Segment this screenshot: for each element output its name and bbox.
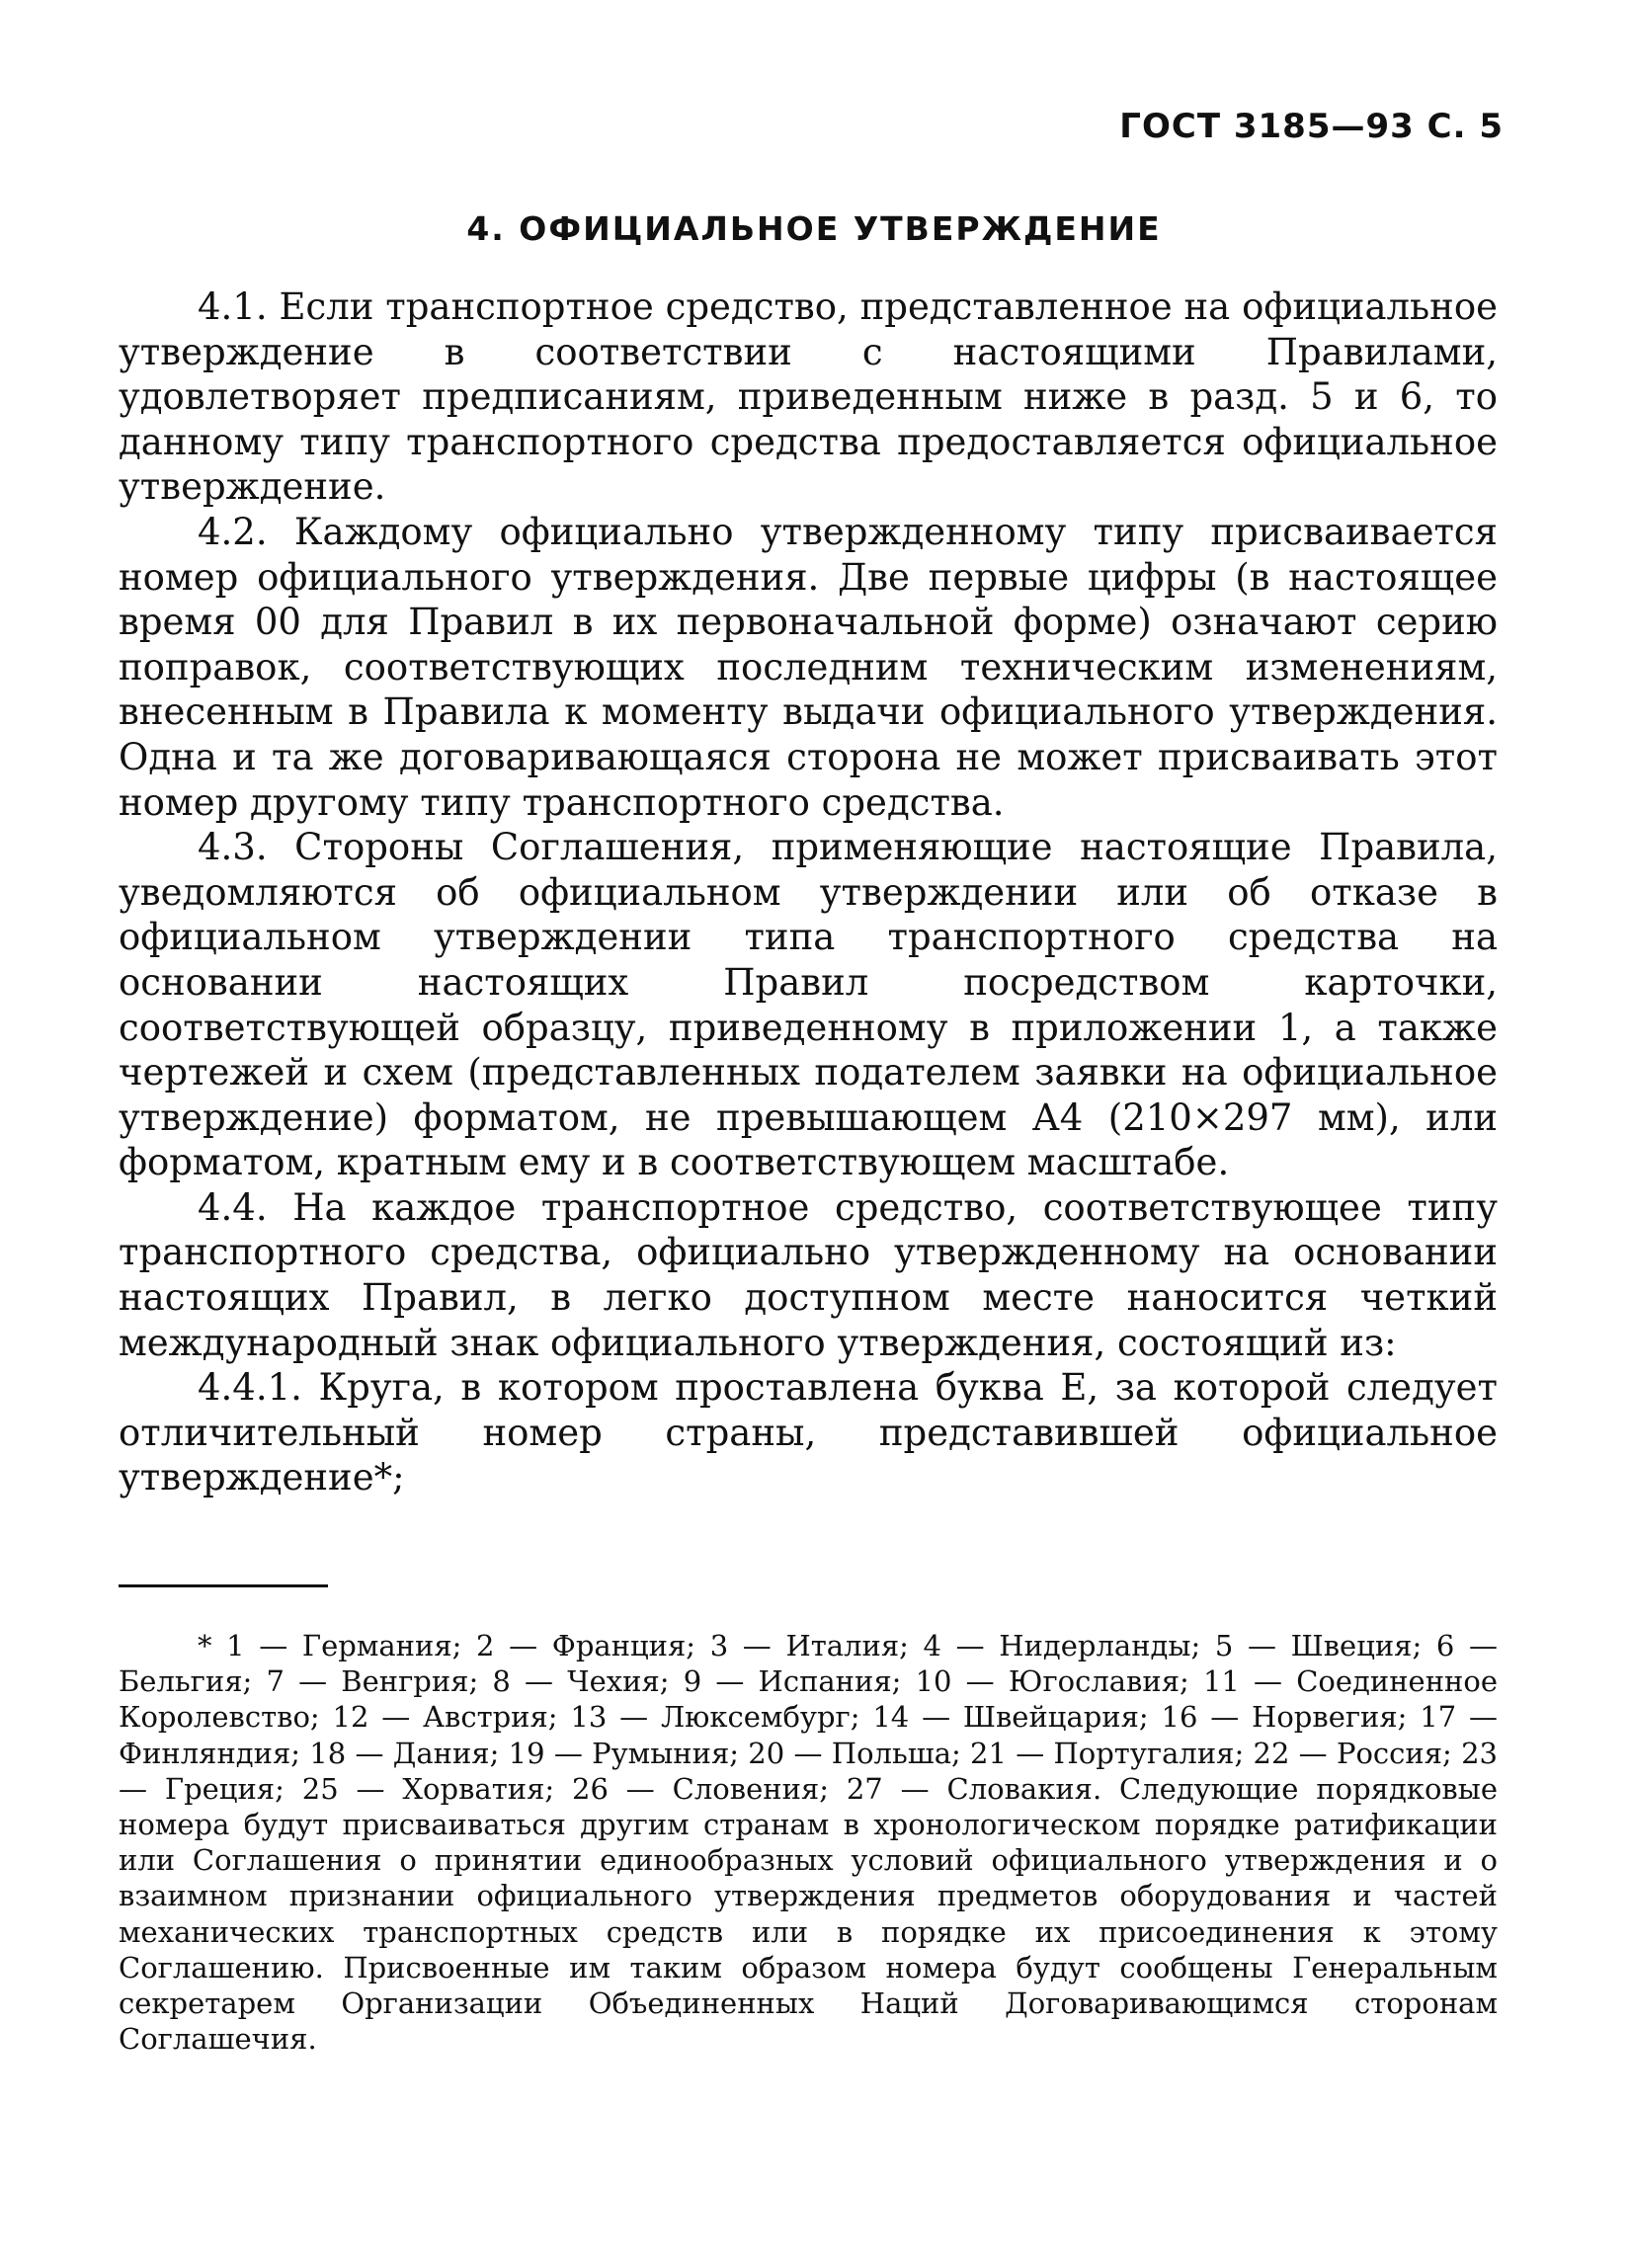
paragraph-4-4-1: 4.4.1. Круга, в котором проставлена буква Е, за которой следует отличительный номер страны, представившей официальное утверждение*; xyxy=(119,1366,1498,1499)
running-header: ГОСТ 3185—93 С. 5 xyxy=(1119,107,1504,146)
footnote-text: * 1 — Германия; 2 — Франция; 3 — Италия; 4 — Нидерланды; 5 — Швеция; 6 — Бельгия; 7 — Венгрия; 8 — Чехия; 9 — Испания; 10 — Югославия; 11 — Соединенное Королевство; 12 — Австрия; 13 — Люксембург; 14 — Швейцария; 16 — Норвегия; 17 — Финляндия; 18 — Дания; 19 — Румыния; 20 — Польша; 21 — Португалия; 22 — Россия; 23 — Греция; 25 — Хорватия; 26 — Словения; 27 — Словакия. Следующие порядковые номера будут присваиваться другим странам в хронологическом порядке ратификации или Соглашения о принятии единообразных условий официального утверждения и о взаимном признании официального утверждения предметов оборудования и частей механических транспортных средств или в порядке их присоединения к этому Соглашению. Присвоенные им таким образом номера будут сообщены Генеральным секретарем Организации Объединенных Наций Договаривающимся сторонам Соглашечия. xyxy=(119,1629,1498,2057)
paragraph-4-4: 4.4. На каждое транспортное средство, соответствующее типу транспортного средства, официально утвержденному на основании настоящих Правил, в легко доступном месте наносится четкий международный знак официального утверждения, состоящий из: xyxy=(119,1185,1498,1364)
paragraph-4-3: 4.3. Стороны Соглашения, применяющие настоящие Правила, уведомляются об официальном утверждении или об отказе в официальном утверждении типа транспортного средства на основании настоящих Правил посредством карточки, соответствующей образцу, приведенному в приложении 1, а также чертежей и схем (представленных подателем заявки на официальное утверждение) форматом, не превышающем А4 (210×297 мм), или форматом, кратным ему и в соответствующем масштабе. xyxy=(119,826,1498,1184)
paragraph-4-1: 4.1. Если транспортное средство, представленное на официальное утверждение в соответствии с настоящими Правилами, удовлетворяет предписаниям, приведенным ниже в разд. 5 и 6, то данному типу транспортного средства предоставляется официальное утверждение. xyxy=(119,285,1498,509)
section-title: 4. ОФИЦИАЛЬНОЕ УТВЕРЖДЕНИЕ xyxy=(466,209,1162,248)
footnote xyxy=(119,1628,1498,2057)
body-text xyxy=(119,284,1498,1500)
paragraph-4-2: 4.2. Каждому официально утвержденному типу присваивается номер официального утверждения. Две первые цифры (в настоящее время 00 для Правил в их первоначальной форме) означают серию поправок, соответствующих последним техническим изменениям, внесенным в Правила к моменту выдачи официального утверждения. Одна и та же договаривающаяся сторона не может присваивать этот номер другому типу транспортного средства. xyxy=(119,510,1498,824)
footnote-divider xyxy=(119,1584,328,1587)
